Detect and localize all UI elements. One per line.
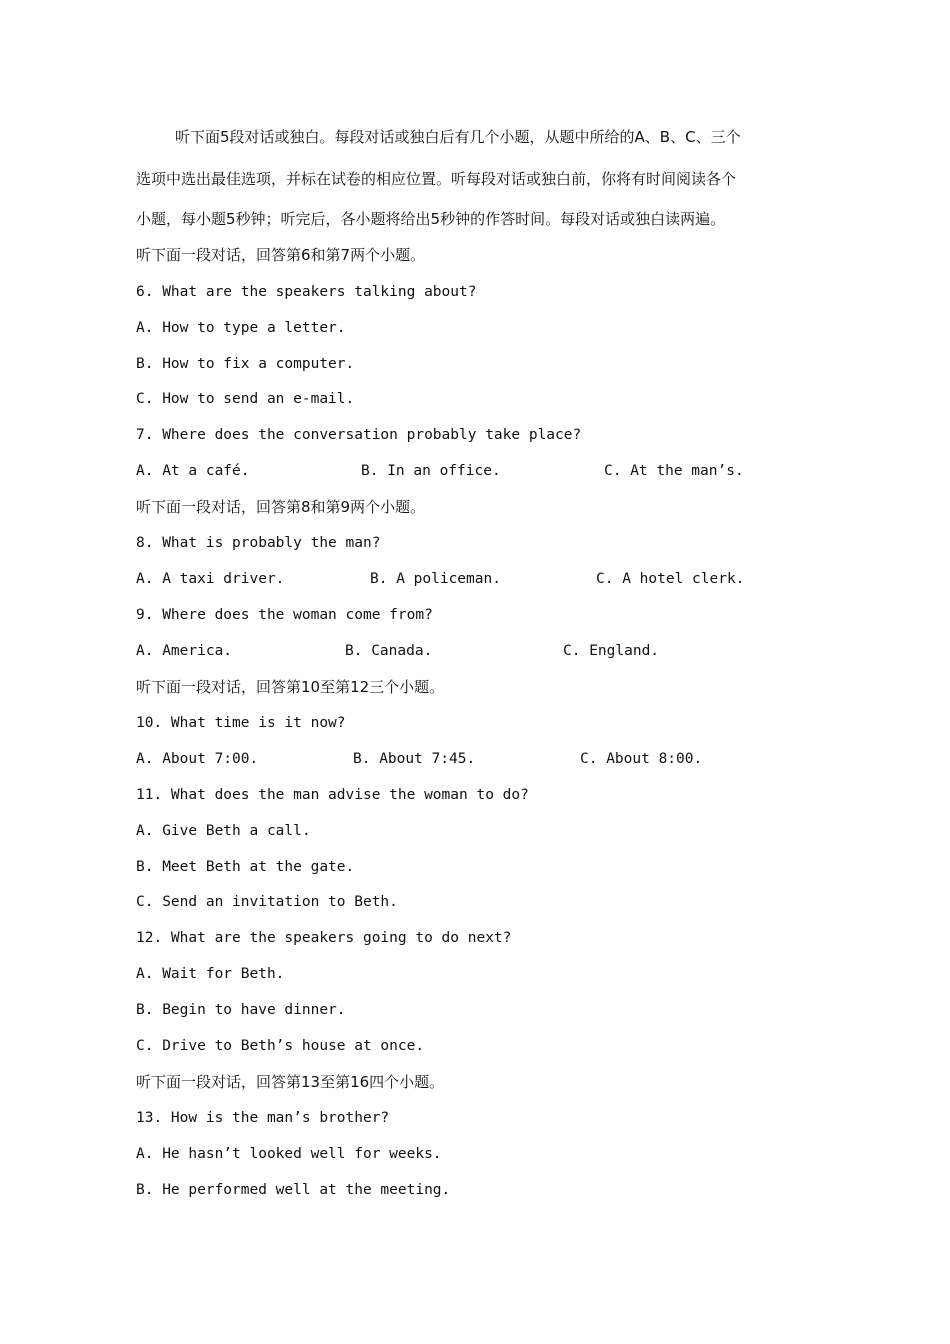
option-b: B. Meet Beth at the gate.: [136, 859, 355, 875]
option-a: A. Wait for Beth.: [136, 966, 285, 982]
option-a: A. America.: [136, 643, 233, 659]
option-b: B. In an office.: [361, 463, 501, 479]
option-b: B. A policeman.: [370, 571, 501, 587]
option-c: C. Send an invitation to Beth.: [136, 894, 398, 910]
option-a: A. How to type a letter.: [136, 320, 346, 336]
section-heading: 听下面一段对话，回答第6和第7两个小题。: [136, 246, 426, 264]
option-a: A. A taxi driver.: [136, 571, 285, 587]
question-stem: 8. What is probably the man?: [136, 535, 381, 551]
question-stem: 10. What time is it now?: [136, 715, 346, 731]
option-a: A. About 7:00.: [136, 751, 259, 767]
option-b: B. Begin to have dinner.: [136, 1002, 346, 1018]
section-heading: 听下面一段对话，回答第8和第9两个小题。: [136, 498, 426, 516]
section-heading: 听下面一段对话，回答第10至第12三个小题。: [136, 678, 445, 696]
section-heading: 听下面一段对话，回答第13至第16四个小题。: [136, 1073, 445, 1091]
option-b: B. How to fix a computer.: [136, 356, 355, 372]
option-a: A. He hasn’t looked well for weeks.: [136, 1146, 442, 1162]
question-stem: 6. What are the speakers talking about?: [136, 284, 477, 300]
instructions-line-1: 听下面5段对话或独白。每段对话或独白后有几个小题，从题中所给的A、B、C、三个: [175, 128, 741, 146]
option-b: B. About 7:45.: [353, 751, 476, 767]
question-stem: 7. Where does the conversation probably take place?: [136, 427, 582, 443]
option-c: C. Drive to Beth’s house at once.: [136, 1038, 425, 1054]
option-b: B. He performed well at the meeting.: [136, 1182, 451, 1198]
question-stem: 9. Where does the woman come from?: [136, 607, 433, 623]
option-c: C. England.: [563, 643, 660, 659]
option-c: C. A hotel clerk.: [596, 571, 745, 587]
question-stem: 12. What are the speakers going to do next?: [136, 930, 512, 946]
option-b: B. Canada.: [345, 643, 433, 659]
option-a: A. At a café.: [136, 463, 250, 479]
option-c: C. At the man’s.: [604, 463, 744, 479]
option-c: C. About 8:00.: [580, 751, 703, 767]
instructions-line-3: 小题，每小题5秒钟；听完后，各小题将给出5秒钟的作答时间。每段对话或独白读两遍。: [136, 210, 726, 228]
question-stem: 11. What does the man advise the woman to do?: [136, 787, 529, 803]
question-stem: 13. How is the man’s brother?: [136, 1110, 390, 1126]
option-c: C. How to send an e-mail.: [136, 391, 355, 407]
instructions-line-2: 选项中选出最佳选项，并标在试卷的相应位置。听每段对话或独白前，你将有时间阅读各个: [136, 170, 737, 188]
option-a: A. Give Beth a call.: [136, 823, 311, 839]
